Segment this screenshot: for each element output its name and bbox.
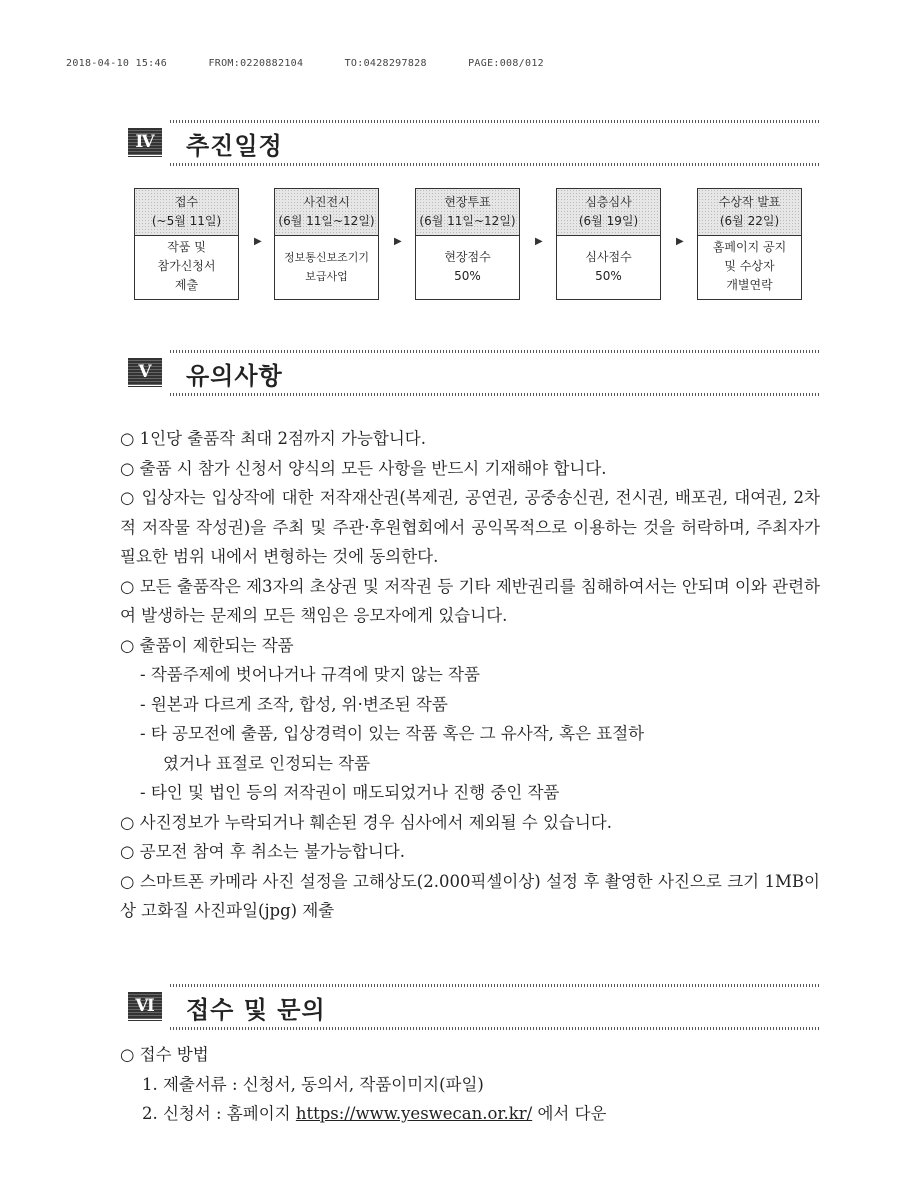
section-title: 유의사항	[186, 362, 283, 390]
divider	[170, 1027, 820, 1030]
section-reception-header	[128, 984, 820, 1030]
section-title: 접수 및 문의	[186, 996, 326, 1024]
step-text: 50%	[595, 269, 622, 283]
homepage-link[interactable]: https://www.yeswecan.or.kr/	[295, 1104, 533, 1123]
step-head	[135, 189, 238, 236]
step-title: 현장투표	[444, 195, 491, 209]
step-date: (6월 19일)	[578, 214, 639, 228]
note-item: ○ 스마트폰 카메라 사진 설정을 고해상도(2.000픽셀이상) 설정 후 촬영한 사진으로 크기 1MB이상 고화질 사진파일(jpg) 제출	[120, 871, 820, 920]
step-text: 및 수상자	[724, 259, 775, 273]
note-subitem: - 원본과 다르게 조작, 합성, 위·변조된 작품	[140, 694, 448, 714]
step-text: 제출	[174, 278, 199, 292]
step-text: 정보통신보조기기	[283, 251, 369, 264]
step-body	[135, 236, 238, 295]
note-item: ○ 1인당 출품작 최대 2점까지 가능합니다.	[120, 429, 426, 448]
step-date: (~5월 11일)	[151, 214, 222, 228]
step-text: 현장점수	[444, 250, 491, 264]
divider	[170, 163, 820, 166]
step-body	[698, 236, 801, 295]
reception-item-text: 에서 다운	[537, 1104, 607, 1123]
note-item: ○ 출품이 제한되는 작품	[120, 635, 294, 655]
note-item: ○ 모든 출품작은 제3자의 초상권 및 저작권 등 기타 제반권리를 침해하여서는 안되며 이와 관련하여 발생하는 문제의 모든 책임은 응모자에게 있습니다.	[120, 576, 820, 625]
schedule-step-3	[415, 188, 520, 300]
schedule-step-4	[556, 188, 661, 300]
step-text: 보급사업	[305, 270, 348, 283]
divider	[170, 984, 820, 987]
schedule-step-1	[134, 188, 239, 300]
fax-header	[66, 58, 579, 69]
schedule-flow	[134, 188, 787, 300]
step-text: 참가신청서	[157, 259, 216, 273]
schedule-step-5	[697, 188, 802, 300]
reception-item	[120, 1099, 606, 1129]
fax-from: FROM:0220882104	[208, 58, 304, 69]
step-text: 개별연락	[726, 278, 773, 292]
divider	[170, 120, 820, 123]
step-title: 접수	[174, 195, 199, 209]
section-notes-header	[128, 350, 820, 396]
divider	[170, 393, 820, 396]
note-item: ○ 사진정보가 누락되거나 훼손된 경우 심사에서 제외될 수 있습니다.	[120, 812, 612, 832]
reception-item: 1. 제출서류 : 신청서, 동의서, 작품이미지(파일)	[142, 1074, 484, 1094]
step-text: 심사점수	[585, 250, 632, 264]
divider	[170, 350, 820, 353]
arrow-right-icon: ▶	[676, 236, 684, 247]
step-head	[698, 189, 801, 236]
section-number-badge: Ⅴ	[128, 358, 162, 388]
step-date: (6월 22일)	[719, 214, 780, 228]
fax-to: TO:0428297828	[344, 58, 427, 69]
step-title: 사진전시	[303, 195, 350, 209]
step-head	[557, 189, 660, 236]
step-title: 심층심사	[585, 195, 632, 209]
step-date: (6월 11일~12일)	[419, 214, 516, 228]
arrow-right-icon: ▶	[254, 236, 262, 247]
step-date: (6월 11일~12일)	[278, 214, 375, 228]
note-item: ○ 입상자는 입상작에 대한 저작재산권(복제권, 공연권, 공중송신권, 전시권, 배포권, 대여권, 2차적 저작물 작성권)을 주최 및 주관·후원협회에서 공익목적으로 이용하는 것을 허락하며, 주최자가 필요한 범위 내에서 변형하는 것에 동의한다.	[120, 488, 820, 566]
section-schedule-header	[128, 120, 820, 166]
note-subitem: - 작품주제에 벗어나거나 규격에 맞지 않는 작품	[140, 665, 480, 684]
reception-method: ○ 접수 방법	[120, 1045, 209, 1064]
step-body	[557, 236, 660, 286]
note-subitem: - 타인 및 법인 등의 저작권이 매도되었거나 진행 중인 작품	[140, 783, 560, 802]
note-subitem: - 타 공모전에 출품, 입상경력이 있는 작품 혹은 그 유사작, 혹은 표절하	[140, 724, 645, 743]
note-item: ○ 공모전 참여 후 취소는 불가능합니다.	[120, 842, 405, 861]
section-number-badge: Ⅵ	[128, 992, 162, 1022]
step-text: 50%	[454, 269, 481, 283]
step-head	[275, 189, 378, 236]
arrow-right-icon: ▶	[535, 236, 543, 247]
step-text: 홈페이지 공지	[712, 240, 787, 254]
step-body	[416, 236, 519, 286]
notes-list	[120, 424, 820, 926]
reception-item-text: 2. 신청서 : 홈페이지	[142, 1104, 291, 1123]
step-head	[416, 189, 519, 236]
reception-info	[120, 1040, 606, 1129]
step-text: 작품 및	[167, 240, 206, 254]
note-item: ○ 출품 시 참가 신청서 양식의 모든 사항을 반드시 기재해야 합니다.	[120, 458, 607, 478]
arrow-right-icon: ▶	[394, 236, 402, 247]
step-title: 수상작 발표	[718, 195, 781, 209]
section-number-badge: Ⅳ	[128, 128, 162, 158]
note-subitem-continued: 였거나 표절로 인정되는 작품	[163, 753, 371, 773]
fax-datetime: 2018-04-10 15:46	[66, 58, 168, 69]
section-title: 추진일정	[186, 132, 283, 160]
schedule-step-2	[274, 188, 379, 300]
step-body	[275, 236, 378, 286]
fax-page: PAGE:008/012	[468, 58, 544, 69]
